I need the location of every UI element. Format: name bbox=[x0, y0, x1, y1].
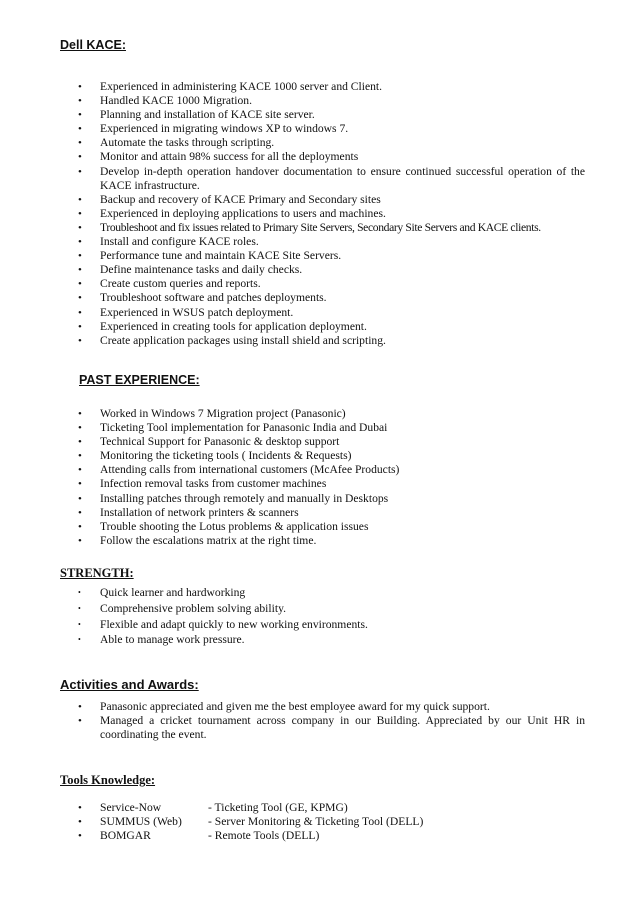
bullet-icon: • bbox=[78, 635, 81, 645]
list-item: • Performance tune and maintain KACE Site Servers. bbox=[78, 249, 342, 263]
list-item: • Experienced in WSUS patch deployment. bbox=[78, 305, 294, 319]
dell-kace-heading: Dell KACE: bbox=[60, 38, 126, 52]
tool-name: BOMGAR bbox=[100, 829, 151, 843]
list-item: • Experienced in deploying applications to users and machines. bbox=[78, 206, 386, 220]
list-item: • Experienced in creating tools for application deployment. bbox=[78, 319, 367, 333]
bullet-icon: • bbox=[78, 715, 82, 728]
list-item: • Monitor and attain 98% success for all the deployments bbox=[78, 150, 359, 164]
tool-name: SUMMUS (Web) bbox=[100, 815, 182, 829]
bullet-icon: • bbox=[78, 478, 82, 491]
list-item: • Trouble shooting the Lotus problems & application issues bbox=[78, 519, 369, 533]
list-item bbox=[60, 815, 585, 829]
bullet-icon: • bbox=[78, 619, 81, 629]
bullet-icon: • bbox=[78, 701, 82, 713]
bullet-icon: • bbox=[78, 464, 82, 477]
bullet-icon: • bbox=[78, 278, 82, 291]
past-experience-list bbox=[60, 407, 585, 548]
bullet-icon: • bbox=[78, 436, 82, 449]
list-item: • Backup and recovery of KACE Primary and Secondary sites bbox=[78, 192, 381, 206]
bullet-icon: • bbox=[78, 250, 82, 263]
tool-description: - Ticketing Tool (GE, KPMG) bbox=[208, 801, 348, 814]
bullet-icon: • bbox=[78, 151, 82, 164]
list-item: • Experienced in administering KACE 1000 server and Client. bbox=[78, 80, 383, 93]
bullet-icon: • bbox=[78, 603, 81, 613]
tool-name: Service-Now bbox=[100, 801, 162, 814]
list-item: • Create custom queries and reports. bbox=[78, 277, 261, 291]
bullet-icon: • bbox=[78, 320, 82, 333]
past-experience-heading: PAST EXPERIENCE: bbox=[79, 373, 200, 387]
list-item: • Troubleshoot software and patches deployments. bbox=[78, 291, 327, 305]
dell-kace-list bbox=[60, 80, 585, 348]
list-item: • Install and configure KACE roles. bbox=[78, 235, 259, 249]
bullet-icon: • bbox=[78, 137, 82, 150]
list-item: • Panasonic appreciated and given me the best employee award for my quick support. bbox=[78, 700, 490, 713]
bullet-icon: • bbox=[78, 450, 82, 463]
list-item: • Quick learner and hardworking bbox=[78, 586, 246, 599]
list-item: • Planning and installation of KACE site server. bbox=[78, 108, 315, 122]
list-item: • Follow the escalations matrix at the right time. bbox=[78, 533, 317, 547]
activities-heading: Activities and Awards: bbox=[60, 677, 199, 692]
list-item: • Installation of network printers & scanners bbox=[78, 505, 299, 519]
tool-description: - Remote Tools (DELL) bbox=[208, 829, 320, 843]
tools-heading: Tools Knowledge: bbox=[60, 773, 156, 787]
list-item: • Worked in Windows 7 Migration project (Panasonic) bbox=[78, 407, 346, 420]
bullet-icon: • bbox=[78, 334, 82, 347]
list-item: • Automate the tasks through scripting. bbox=[78, 136, 275, 150]
list-item: • Ticketing Tool implementation for Panasonic India and Dubai bbox=[78, 421, 388, 435]
bullet-icon: • bbox=[78, 81, 82, 93]
bullet-icon: • bbox=[78, 506, 82, 519]
list-item: • Handled KACE 1000 Migration. bbox=[78, 94, 252, 108]
list-item: • Troubleshoot and fix issues related to Primary Site Servers, Secondary Site Servers and KACE clients. bbox=[78, 220, 541, 234]
bullet-icon: • bbox=[78, 236, 82, 249]
list-item: • Comprehensive problem solving ability. bbox=[78, 601, 287, 615]
bullet-icon: • bbox=[78, 492, 82, 505]
bullet-icon: • bbox=[78, 534, 82, 547]
list-item: • Define maintenance tasks and daily checks. bbox=[78, 263, 303, 277]
list-item bbox=[60, 801, 585, 815]
list-item: • Technical Support for Panasonic & desktop support bbox=[78, 435, 340, 449]
bullet-icon: • bbox=[78, 109, 82, 122]
list-item: • Flexible and adapt quickly to new working environments. bbox=[78, 617, 368, 631]
activities-list bbox=[60, 700, 585, 742]
list-item: • Able to manage work pressure. bbox=[78, 633, 245, 647]
list-item: • Experienced in migrating windows XP to windows 7. bbox=[78, 122, 349, 136]
bullet-icon: • bbox=[78, 165, 82, 178]
list-item: • Create application packages using install shield and scripting. bbox=[78, 333, 386, 347]
list-item: • Monitoring the ticketing tools ( Incidents & Requests) bbox=[78, 449, 352, 463]
tools-list bbox=[60, 801, 585, 843]
bullet-icon: • bbox=[78, 588, 81, 597]
bullet-icon: • bbox=[78, 422, 82, 435]
bullet-icon: • bbox=[78, 207, 82, 220]
bullet-icon: • bbox=[78, 95, 82, 108]
bullet-icon: • bbox=[78, 123, 82, 136]
bullet-icon: • bbox=[78, 193, 82, 206]
list-item bbox=[60, 829, 585, 843]
bullet-icon: • bbox=[78, 292, 82, 305]
strength-heading: STRENGTH: bbox=[60, 566, 134, 580]
strength-list bbox=[60, 585, 585, 648]
bullet-icon: • bbox=[78, 408, 82, 420]
tool-description: - Server Monitoring & Ticketing Tool (DELL) bbox=[208, 815, 424, 829]
bullet-icon: • bbox=[78, 221, 82, 234]
bullet-icon: • bbox=[78, 306, 82, 319]
list-item: • Infection removal tasks from customer machines bbox=[78, 477, 327, 491]
list-item: • Develop in-depth operation handover documentation to ensure continued successful operation of the KACE infrastructure. bbox=[78, 164, 585, 192]
bullet-icon: • bbox=[78, 520, 82, 533]
bullet-icon: • bbox=[78, 802, 82, 814]
list-item: • Attending calls from international customers (McAfee Products) bbox=[78, 463, 400, 477]
bullet-icon: • bbox=[78, 830, 82, 843]
bullet-icon: • bbox=[78, 816, 82, 829]
bullet-icon: • bbox=[78, 264, 82, 277]
list-item: • Managed a cricket tournament across company in our Building. Appreciated by our Unit HR in coordinating the event. bbox=[78, 714, 585, 742]
list-item: • Installing patches through remotely and manually in Desktops bbox=[78, 491, 389, 505]
